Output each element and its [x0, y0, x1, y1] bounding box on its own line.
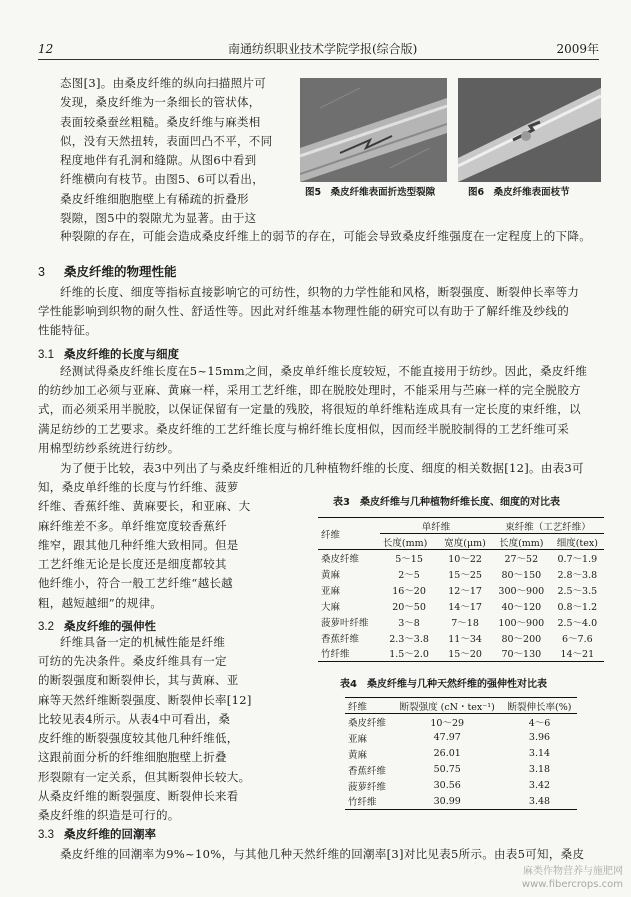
page-number: 12	[38, 42, 54, 56]
text-line: 经测试得桑皮纤维长度在5~15mm之间，桑皮单纤维长度较短，不能直接用于纺纱。因此，桑皮纤维	[60, 364, 588, 378]
table-cell: 14～17	[448, 601, 482, 613]
section-3-2-first-line	[60, 633, 225, 652]
table-row	[345, 714, 577, 730]
table-cell: 70～130	[492, 646, 551, 662]
table-header-cell: 断裂强度 (cN・tex⁻¹)	[392, 698, 501, 714]
text-line: 麻等天然纤维断裂强度、断裂伸长率[12]	[38, 692, 252, 707]
section-title: 桑皮纤维的长度与细度	[64, 347, 179, 361]
table-header-cell: 纤维	[345, 698, 392, 714]
watermark-url: www.fibercrops.com	[521, 879, 623, 890]
table-cell: 香蕉纤维	[321, 633, 360, 645]
text-line: 纤维、香蕉纤维、黄麻要长，和亚麻、大	[38, 499, 251, 514]
table-cell: 黄麻	[321, 569, 341, 581]
text-line: 用棉型纺纱系统进行纺纱。	[38, 440, 180, 455]
intro-paragraph	[60, 74, 272, 228]
section-3-paragraph	[60, 283, 579, 302]
text-line: 麻纤维差不多。单纤维宽度较香蕉纤	[38, 518, 227, 533]
table-row	[318, 614, 604, 630]
text-line: 知，桑皮单纤维的长度与竹纤维、菠萝	[38, 480, 239, 494]
table-cell: 香蕉纤维	[348, 765, 387, 777]
table-cell: 11～34	[448, 633, 482, 645]
section-3-heading	[38, 262, 177, 280]
table-cell: 亚麻	[321, 585, 341, 597]
table-row	[318, 582, 604, 598]
text-line: 皮纤维的断裂强度较其他几种纤维低，	[38, 731, 239, 746]
table-header-cell: 细度(tex)	[551, 534, 604, 550]
table-cell: 3.42	[528, 780, 551, 791]
journal-title: 南通纺织职业技术学院学报(综合版)	[228, 42, 418, 56]
table-row	[345, 778, 577, 794]
table-cell: 16～20	[392, 585, 426, 597]
table-cell: 竹纤维	[318, 646, 380, 662]
table-cell: 26.01	[433, 748, 461, 759]
table-cell: 10～22	[448, 553, 482, 565]
table-group-header: 束纤维（工艺纤维）	[492, 518, 604, 534]
section-3-1-narrow-paragraph	[38, 478, 250, 613]
table-cell: 3.18	[528, 764, 551, 775]
table-cell: 2.5～3.5	[557, 585, 598, 597]
table-cell: 80～200	[501, 633, 542, 645]
intro-continuation	[60, 227, 591, 246]
section-title: 桑皮纤维的强伸性	[64, 619, 156, 633]
page-header	[38, 38, 599, 60]
table-cell: 0.8～1.2	[557, 601, 598, 613]
table-cell: 5～15	[395, 553, 423, 565]
table-cell: 30.99	[392, 794, 501, 810]
table-header-cell: 断裂伸长率(%)	[502, 698, 577, 714]
figure-6-image	[458, 78, 601, 182]
text-line: 的纺纱加工必须与亚麻、黄麻一样，采用工艺纤维，即在脱胶处理时，不能采用与苎麻一样的完全脱胶方	[38, 383, 581, 397]
table-cell: 3.14	[528, 748, 551, 759]
section-3-2-heading	[38, 618, 156, 634]
table-cell: 2.5～4.0	[557, 617, 598, 629]
table-cell: 桑皮纤维	[321, 553, 360, 565]
table-header-cell: 宽度(μm)	[438, 534, 492, 550]
text-line: 纤维的长度、细度等指标直接影响它的可纺性，织物的力学性能和风格，断裂强度、断裂伸长率等力	[60, 285, 580, 299]
text-line: 从桑皮纤维的断裂强度、断裂伸长来看	[38, 789, 239, 804]
section-title: 桑皮纤维的物理性能	[64, 264, 177, 279]
table-cell: 100～900	[498, 617, 545, 629]
text-line: 学性能影响到织物的耐久性、舒适性等。因此对纤维基本物理性能的研究可以有助于了解纤维及纱线的	[38, 304, 569, 318]
table-cell: 50.75	[433, 764, 461, 775]
table-cell: 桑皮纤维	[348, 717, 387, 729]
text-line: 维窄，跟其他几种纤维大致相同。但是	[38, 537, 239, 552]
text-line: 纤维横向有枝节。由图5、6可以看出，	[60, 172, 265, 187]
section-number: 3.2	[38, 621, 54, 633]
table-cell: 2.3～3.8	[389, 633, 429, 645]
table-3	[318, 517, 604, 662]
text-line: 桑皮纤维细胞胞壁上有稀疏的折叠形	[60, 191, 249, 206]
table-cell: 2～5	[398, 569, 420, 581]
text-line: 纤维具备一定的机械性能是纤维	[60, 635, 226, 649]
table-cell: 12～17	[448, 585, 482, 597]
table-cell: 20～50	[392, 601, 426, 613]
table-row	[345, 730, 577, 746]
table-row	[318, 630, 604, 646]
table-cell: 大麻	[321, 601, 341, 613]
table-3-title: 表3 桑皮纤维与几种植物纤维长度、细度的对比表	[333, 497, 560, 508]
figure-5-image	[300, 78, 447, 182]
text-line: 桑皮纤维的回潮率为9%~10%，与其他几种天然纤维的回潮率[3]对比见表5所示。由表5可知，桑皮	[60, 847, 585, 861]
text-line: 这跟前面分析的纤维细胞胞壁上折叠	[38, 750, 227, 765]
section-3-1-paragraph	[38, 381, 581, 458]
table-header-cell: 长度(mm)	[380, 534, 438, 550]
text-line: 似，没有天然扭转，表面凹凸不平，不同	[60, 133, 273, 148]
section-3-1-heading	[38, 346, 179, 362]
table-cell: 菠萝纤维	[348, 781, 387, 793]
table-row	[318, 566, 604, 582]
table-cell: 47.97	[433, 732, 461, 743]
table-row	[345, 746, 577, 762]
table-cell: 3.48	[502, 794, 577, 810]
text-line: 桑皮纤维的织造是可行的。	[38, 808, 180, 823]
table-cell: 6～7.6	[561, 633, 593, 645]
watermark-title: 麻类作物营养与施肥网	[523, 866, 623, 877]
table-cell: 15～25	[448, 569, 482, 581]
table-header-cell: 纤维	[318, 518, 380, 550]
table-header-cell: 长度(mm)	[492, 534, 551, 550]
table-cell: 3.96	[528, 732, 551, 743]
table-4	[345, 697, 577, 810]
text-line: 态图[3]。由桑皮纤维的纵向扫描照片可	[60, 76, 266, 90]
table-cell: 15～20	[438, 646, 492, 662]
section-number: 3	[38, 265, 45, 279]
section-number: 3.3	[38, 829, 54, 841]
table-cell: 1.5～2.0	[380, 646, 438, 662]
section-3-1-comparison-line	[60, 459, 584, 478]
text-line: 为了便于比较，表3中列出了与桑皮纤维相近的几种植物纤维的长度、细度的相关数据[12]。由表3可	[60, 461, 584, 475]
table-cell: 3～8	[398, 617, 420, 629]
text-line: 表面较桑蚕丝粗糙。桑皮纤维与麻类相	[60, 114, 261, 129]
table-row	[318, 550, 604, 566]
table-cell: 2.8～3.8	[557, 569, 598, 581]
table-row	[318, 646, 604, 662]
table-cell: 4～6	[528, 717, 551, 729]
section-number: 3.1	[38, 349, 54, 361]
table-cell: 30.56	[433, 780, 461, 791]
text-line: 式，而必须采用半脱胶，以保证保留有一定量的残胶，将很短的单纤维粘连成具有一定长度的束纤维，以	[38, 402, 581, 417]
text-line: 的断裂强度和断裂伸长，其与黄麻、亚	[38, 673, 239, 688]
section-title: 桑皮纤维的回潮率	[64, 827, 156, 841]
text-line: 程度地伴有孔洞和缝隙。从图6中看到	[60, 153, 257, 168]
section-3-3-paragraph	[60, 845, 584, 864]
table-cell: 竹纤维	[345, 794, 392, 810]
table-row	[345, 794, 577, 810]
text-line: 他纤维小，符合一般工艺纤维“越长越	[38, 576, 233, 591]
journal-year: 2009年	[556, 42, 599, 56]
text-line: 性能特征。	[38, 323, 97, 338]
text-line: 种裂隙的存在，可能会造成桑皮纤维上的弱节的存在，可能会导致桑皮纤维强度在一定程度上的下降。	[60, 229, 591, 243]
table-row	[318, 598, 604, 614]
table-group-header: 单纤维	[380, 518, 492, 534]
text-line: 比较见表4所示。从表4中可看出，桑	[38, 711, 231, 726]
table-cell: 0.7～1.9	[557, 553, 598, 565]
table-cell: 300～900	[498, 585, 545, 597]
text-line: 发现，桑皮纤维为一条细长的管状体，	[60, 95, 261, 110]
table-cell: 7～18	[451, 617, 479, 629]
table-cell: 40～120	[501, 601, 542, 613]
section-3-3-heading	[38, 826, 156, 842]
table-cell: 80～150	[501, 569, 542, 581]
table-cell: 27～52	[504, 553, 539, 565]
text-line: 裂隙，图5中的裂隙尤为显著。由于这	[60, 211, 257, 226]
table-cell: 亚麻	[348, 733, 368, 745]
table-cell: 黄麻	[348, 749, 368, 761]
text-line: 满足纺纱的工艺要求。桑皮纤维的工艺纤维长度与棉纤维长度相似，因而经半脱胶制得的工艺纤维可采	[38, 421, 569, 436]
table-cell: 菠萝叶纤维	[321, 617, 369, 629]
figure-5-caption: 图5 桑皮纤维表面折迭型裂隙	[305, 187, 436, 198]
section-3-2-paragraph	[38, 652, 252, 826]
watermark	[522, 865, 623, 891]
text-line: 可纺的先决条件。桑皮纤维具有一定	[38, 654, 227, 668]
text-line: 工艺纤维无论是长度还是细度都较其	[38, 557, 227, 572]
table-cell: 10～29	[430, 717, 465, 729]
table-4-title: 表4 桑皮纤维与几种天然纤维的强伸性对比表	[340, 679, 547, 690]
figure-6-caption: 图6 桑皮纤维表面枝节	[468, 187, 570, 198]
table-row	[345, 762, 577, 778]
section-3-paragraph-cont	[38, 302, 569, 341]
text-line: 形裂隙有一定关系，但其断裂伸长较大。	[38, 769, 251, 784]
table-cell: 14～21	[551, 646, 604, 662]
section-3-1-first-line	[60, 362, 587, 381]
text-line: 粗，越短越细”的规律。	[38, 595, 163, 610]
